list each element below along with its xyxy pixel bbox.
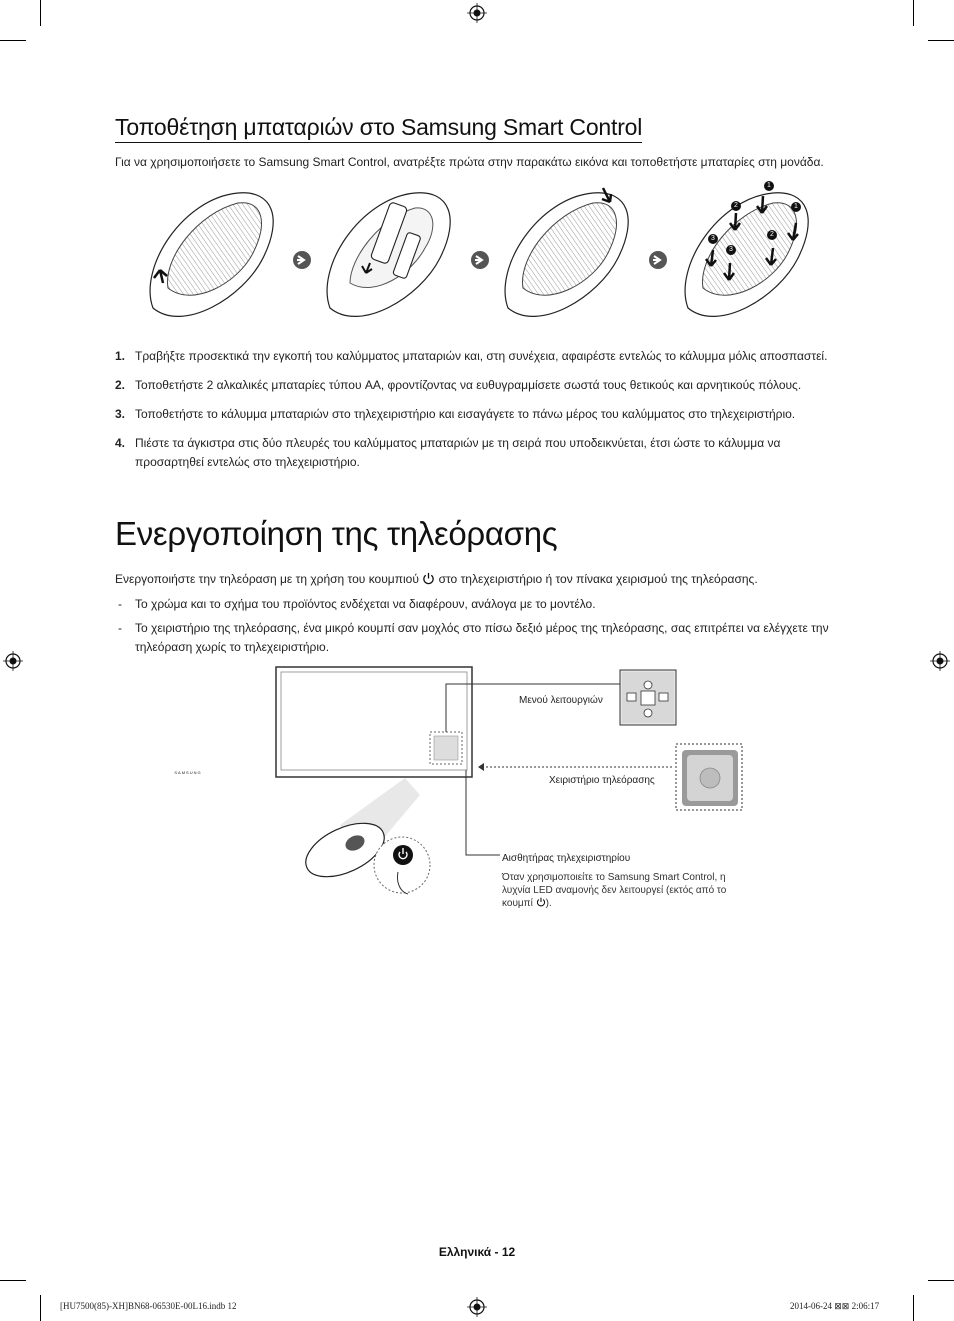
list-item: [115, 405, 835, 424]
crop-mark: [40, 1295, 41, 1321]
imprint-file: [HU7500(85)-XH]BN68-06530E-00L16.indb 12: [60, 1301, 237, 1311]
registration-mark-icon: [467, 1297, 487, 1317]
step-text: Τραβήξτε προσεκτικά την εγκοπή του καλύμματος μπαταριών και, στη συνέχεια, αφαιρέστε εντελώς το κάλυμμα μόλις αποσπαστεί.: [135, 349, 828, 363]
list-item: [115, 347, 835, 366]
crop-mark: [913, 0, 914, 26]
page-number: Ελληνικά - 12: [438, 1245, 516, 1259]
step-badge: 1: [791, 202, 801, 212]
note-dash: -: [118, 597, 122, 611]
remote-step-3: [505, 188, 628, 316]
list-item: [115, 434, 835, 472]
step-number: 4.: [115, 436, 126, 450]
section-title-batteries: Τοποθέτηση μπαταριών στο Samsung Smart Control: [115, 114, 642, 143]
power-icon: [422, 572, 435, 585]
crop-mark: [913, 1295, 914, 1321]
battery-installation-illustration: [115, 180, 835, 330]
sensor-description: [502, 871, 747, 910]
registration-mark-icon: [3, 651, 23, 671]
batteries-intro: Για να χρησιμοποιήσετε το Samsung Smart Control, ανατρέξτε πρώτα στην παρακάτω εικόνα και τοποθετήστε μπαταρίες στη μονάδα.: [115, 155, 824, 169]
step-badge: 3: [726, 245, 736, 255]
arrow-right-icon: [471, 251, 489, 269]
tv-brand-label: SAMSUNG: [174, 770, 202, 775]
crop-mark: [928, 40, 954, 41]
crop-mark: [0, 40, 26, 41]
intro-text-after: στο τηλεχειριστήριο ή τον πίνακα χειρισμού της τηλεόρασης.: [438, 572, 758, 586]
registration-mark-icon: [930, 651, 950, 671]
battery-steps-list: [115, 347, 835, 482]
imprint-date: 2014-06-24 ⊠⊠ 2:06:17: [790, 1301, 880, 1311]
step-text: Πιέστε τα άγκιστρα στις δύο πλευρές του καλύμματος μπαταριών με τη σειρά που υποδεικνύεται, έτσι ώστε το κάλυμμα να προσαρτηθεί εντελώς στο τηλεχειριστήριο.: [135, 436, 781, 469]
list-item: [115, 376, 835, 395]
step-text: Τοποθετήστε 2 αλκαλικές μπαταρίες τύπου AA, φροντίζοντας να ευθυγραμμίσετε σωστά τους θετικούς και αρνητικούς πόλους.: [135, 378, 802, 392]
step-number: 2.: [115, 378, 126, 392]
list-item: [115, 619, 835, 657]
menu-label: Μενού λειτουργιών: [519, 695, 603, 706]
crop-mark: [0, 1280, 26, 1281]
crop-mark: [928, 1280, 954, 1281]
sensor-desc-text: Όταν χρησιμοποιείτε το Samsung Smart Control, η λυχνία LED αναμονής δεν λειτουργεί (εκτός από το κουμπί: [502, 872, 727, 909]
note-dash: -: [118, 621, 122, 635]
list-item: [115, 595, 835, 614]
step-number: 1.: [115, 349, 126, 363]
section-title-tv-on: Ενεργοποίηση της τηλεόρασης: [115, 515, 558, 552]
arrow-right-icon: [649, 251, 667, 269]
note-text: Το χρώμα και το σχήμα του προϊόντος ενδέχεται να διαφέρουν, ανάλογα με το μοντέλο.: [135, 597, 596, 611]
tv-notes-list: [115, 595, 835, 662]
intro-text-before: Ενεργοποιήστε την τηλεόραση με τη χρήση του κουμπιού: [115, 572, 419, 586]
tv-on-intro: [115, 572, 758, 586]
registration-mark-icon: [467, 3, 487, 23]
step-badge: 2: [767, 230, 777, 240]
sensor-label: Αισθητήρας τηλεχειριστηρίου: [502, 853, 631, 864]
note-text: Το χειριστήριο της τηλεόρασης, ένα μικρό κουμπί σαν μοχλός στο πίσω δεξιό μέρος της τηλεόρασης, σας επιτρέπει να ελέγχετε την τηλεόραση χωρίς το τηλεχειριστήριο.: [135, 621, 829, 654]
remote-step-4: [685, 193, 808, 317]
power-icon: [536, 897, 546, 907]
controller-label: Χειριστήριο τηλεόρασης: [549, 775, 655, 786]
tv-diagram: [270, 660, 750, 905]
step-badge: 3: [708, 234, 718, 244]
step-text: Τοποθετήστε το κάλυμμα μπαταριών στο τηλεχειριστήριο και εισαγάγετε το πάνω μέρος του καλύμματος στο τηλεχειριστήριο.: [135, 407, 796, 421]
remote-step-1: [150, 193, 273, 317]
step-badge: 1: [764, 181, 774, 191]
step-number: 3.: [115, 407, 126, 421]
arrow-right-icon: [293, 251, 311, 269]
sensor-desc-end: ).: [545, 898, 552, 909]
remote-step-2: [327, 193, 450, 317]
step-badge: 2: [731, 201, 741, 211]
crop-mark: [40, 0, 41, 26]
